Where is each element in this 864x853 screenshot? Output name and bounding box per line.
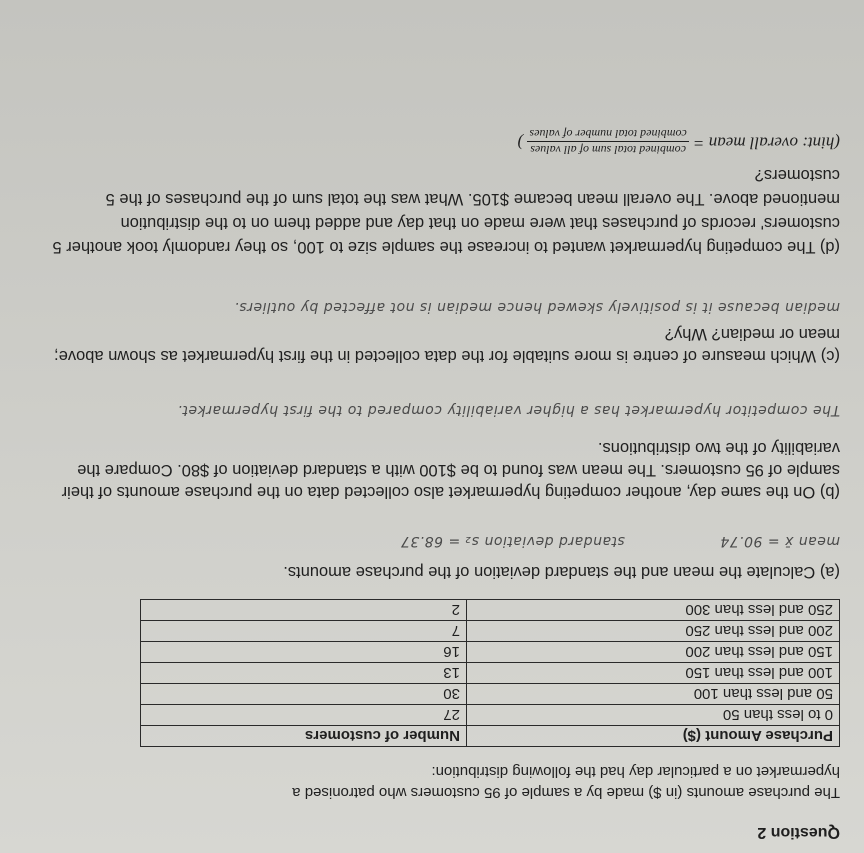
part-a-question: (a) Calculate the mean and the standard deviation of the purchase amounts.	[283, 563, 840, 581]
cell-count: 7	[141, 621, 467, 642]
cell-amount: 0 to less than 50	[467, 705, 840, 726]
distribution-table	[140, 599, 840, 747]
cell-count: 30	[141, 684, 467, 705]
handwritten-mean: mean x̄ = 90.74	[719, 533, 840, 549]
hint-prefix: (hint: overall mean =	[693, 133, 840, 153]
part-d-question: (d) The competing hypermarket wanted to increase the sample size to 100, so they randomly took another 5 customers' records of purchases that were made on that day and added them on to the distribution mentioned above. The overall mean became $105. What was the total sum of the purchases of the 5 customers?	[52, 166, 840, 256]
question-intro: The purchase amounts (in $) made by a sample of 95 customers who patronised a hypermarket on a particular day had the following distribution:	[292, 763, 840, 801]
hint-fraction	[527, 126, 688, 157]
table-row	[141, 600, 840, 621]
table-row	[141, 642, 840, 663]
hint-denominator: combined total number of values	[529, 127, 687, 141]
hint-numerator: combined total sum of all values	[527, 141, 688, 157]
header-number-of-customers: Number of customers	[141, 726, 467, 747]
cell-count: 13	[141, 663, 467, 684]
part-c-question: (c) Which measure of centre is more suitable for the data collected in the first hypermarket as shown above; mean or median? Why?	[54, 325, 840, 365]
table-row	[141, 621, 840, 642]
table-header-row	[141, 726, 840, 747]
table-row	[141, 663, 840, 684]
overall-mean-hint	[30, 126, 840, 157]
cell-amount: 50 and less than 100	[467, 684, 840, 705]
part-a-handwritten-answer	[30, 533, 840, 549]
cell-amount: 100 and less than 150	[467, 663, 840, 684]
cell-count: 2	[141, 600, 467, 621]
header-purchase-amount: Purchase Amount ($)	[467, 726, 840, 747]
cell-count: 27	[141, 705, 467, 726]
cell-amount: 150 and less than 200	[467, 642, 840, 663]
table-row	[141, 705, 840, 726]
question-title: Question 2	[757, 824, 840, 841]
part-c-handwritten-answer: median because it is positively skewed hence median is not affected by outliers.	[233, 299, 840, 315]
cell-amount: 250 and less than 300	[467, 600, 840, 621]
handwritten-standard-deviation: standard deviation s₂ = 68.37	[400, 533, 625, 549]
hint-suffix: )	[517, 133, 524, 153]
cell-amount: 200 and less than 250	[467, 621, 840, 642]
part-b-question: (b) On the same day, another competing hypermarket also collected data on the purchase amounts of their sample of 95 customers. The mean was found to be $100 with a standard deviation of $80. Compare the variability of the two distributions.	[61, 439, 840, 501]
part-b-handwritten-answer: The competitor hypermarket has a higher variability compared to the first hypermarket.	[177, 402, 840, 418]
table-row	[141, 684, 840, 705]
cell-count: 16	[141, 642, 467, 663]
